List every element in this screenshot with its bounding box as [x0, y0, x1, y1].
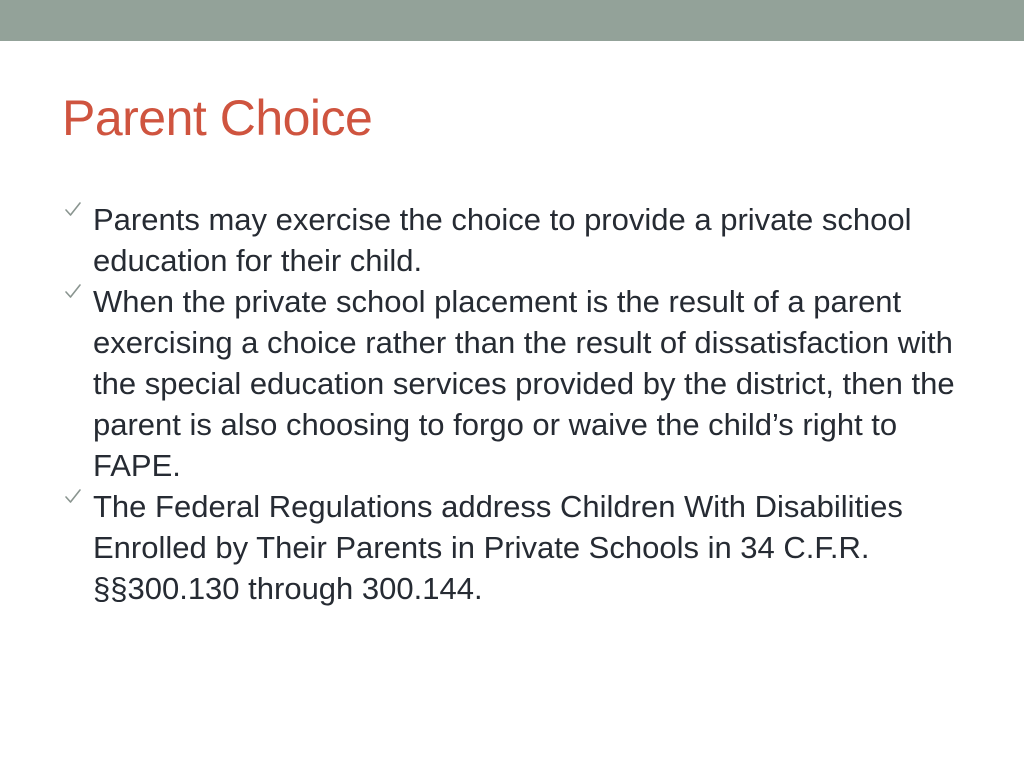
bullet-list [62, 199, 962, 609]
check-icon [64, 488, 82, 506]
bullet-text: Parents may exercise the choice to provide a private school education for their child. [93, 202, 912, 278]
check-icon [64, 283, 82, 301]
bullet-item [62, 486, 962, 609]
bullet-text: When the private school placement is the result of a parent exercising a choice rather than the result of dissatisfaction with the special education services provided by the district, then the parent is also choosing to forgo or waive the child’s right to FAPE. [93, 284, 955, 483]
check-icon [64, 201, 82, 219]
slide-title: Parent Choice [62, 90, 373, 146]
top-accent-band [0, 0, 1024, 41]
bullet-item [62, 199, 962, 281]
bullet-item [62, 281, 962, 486]
bullet-text: The Federal Regulations address Children With Disabilities Enrolled by Their Parents in Private Schools in 34 C.F.R. §§300.130 through 300.144. [93, 489, 903, 606]
